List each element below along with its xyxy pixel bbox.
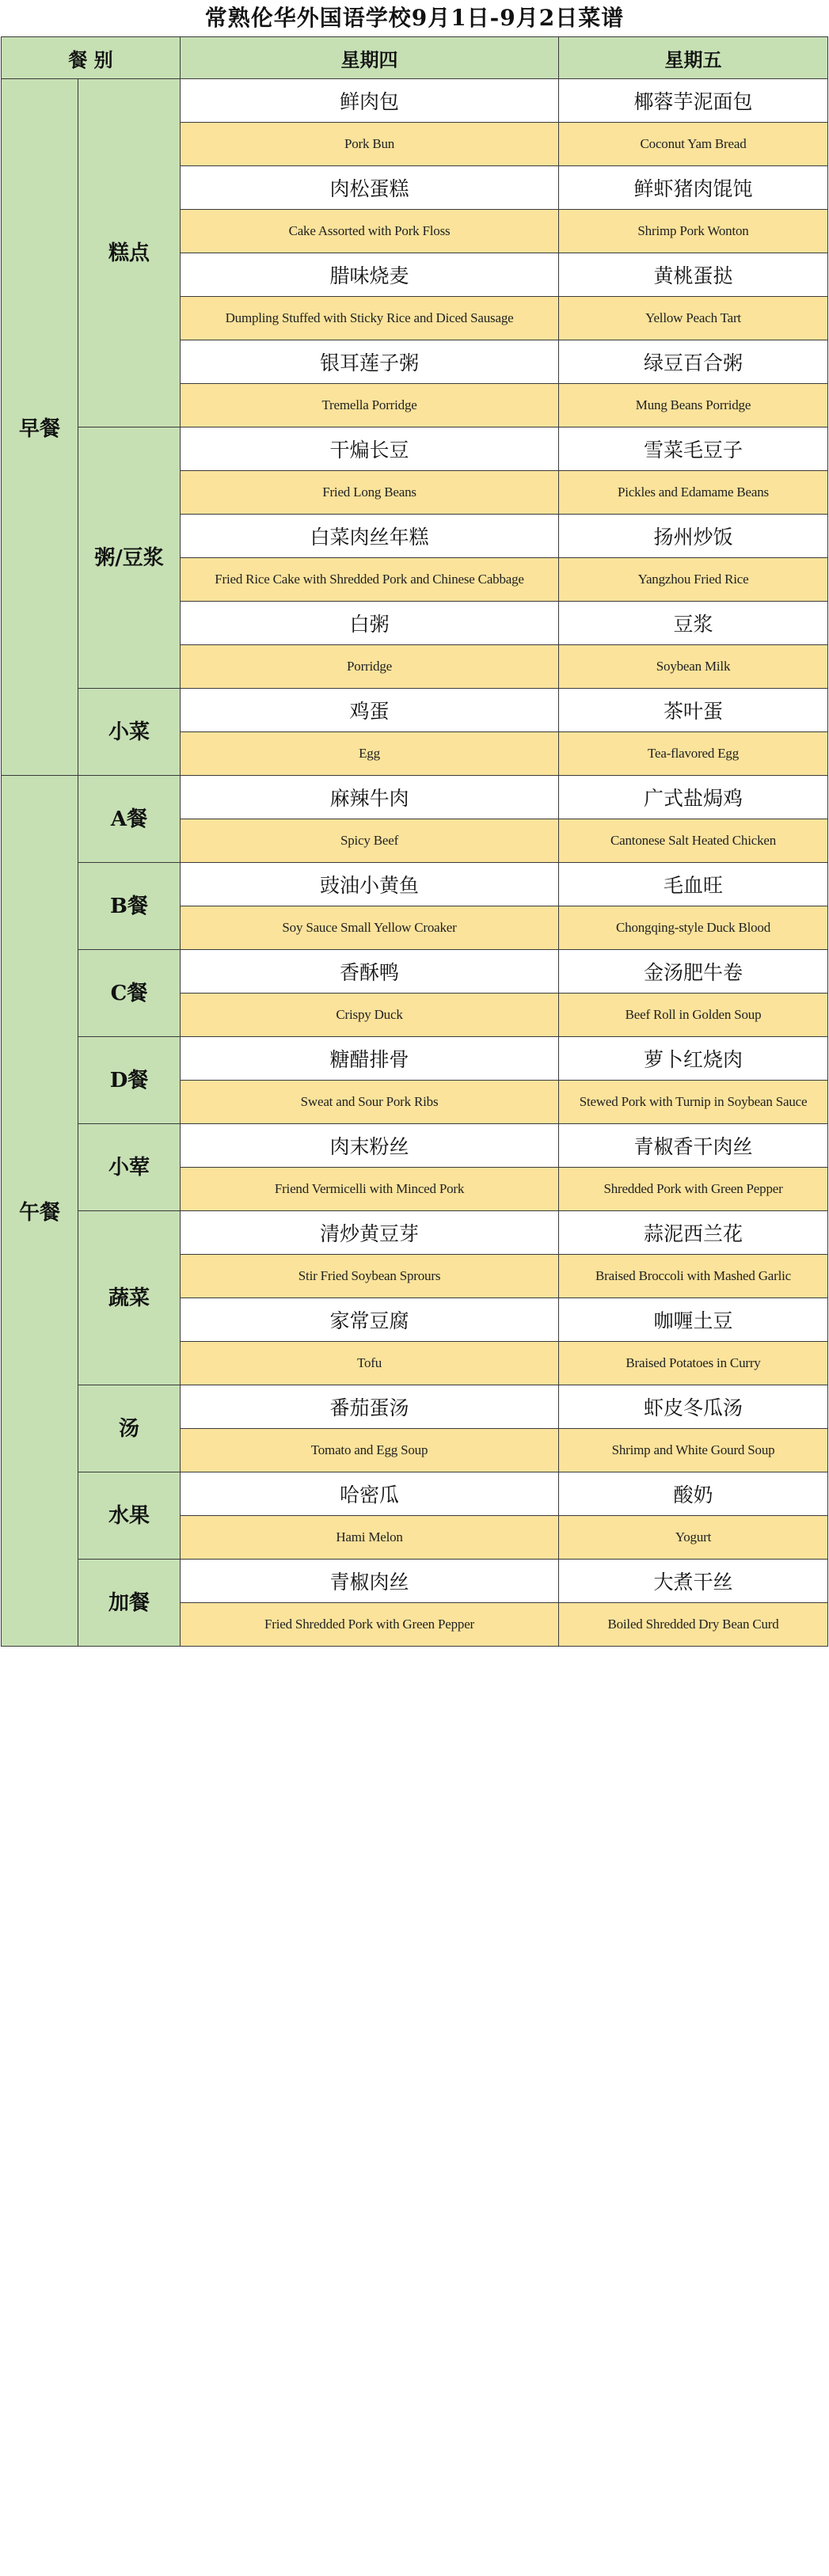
category-label: 水果 <box>78 1472 181 1560</box>
dish-name-en-friday: Braised Broccoli with Mashed Garlic <box>559 1255 828 1298</box>
dish-name-en-thursday: Tremella Porridge <box>181 384 559 427</box>
dish-name-en-thursday: Friend Vermicelli with Minced Pork <box>181 1168 559 1211</box>
dish-name-zh-thursday: 干煸长豆 <box>181 427 559 471</box>
dish-name-en-friday: Cantonese Salt Heated Chicken <box>559 819 828 863</box>
dish-name-zh-friday: 广式盐焗鸡 <box>559 776 828 819</box>
category-label: B餐 <box>78 863 181 950</box>
dish-name-zh-thursday: 香酥鸭 <box>181 950 559 994</box>
dish-name-en-friday: Boiled Shredded Dry Bean Curd <box>559 1603 828 1647</box>
table-row <box>2 776 828 819</box>
dish-name-en-thursday: Egg <box>181 732 559 776</box>
meal-label-lunch: 午餐 <box>2 776 78 1647</box>
table-row <box>2 1385 828 1429</box>
header-friday: 星期五 <box>559 37 828 79</box>
menu-body <box>2 79 828 1647</box>
dish-name-en-friday: Stewed Pork with Turnip in Soybean Sauce <box>559 1081 828 1124</box>
dish-name-en-thursday: Tofu <box>181 1342 559 1385</box>
dish-name-zh-thursday: 白菜肉丝年糕 <box>181 515 559 558</box>
dish-name-zh-friday: 椰蓉芋泥面包 <box>559 79 828 123</box>
dish-name-en-thursday: Tomato and Egg Soup <box>181 1429 559 1472</box>
dish-name-en-friday: Coconut Yam Bread <box>559 123 828 166</box>
dish-name-zh-friday: 豆浆 <box>559 602 828 645</box>
category-label: 小荤 <box>78 1124 181 1211</box>
dish-name-en-thursday: Fried Shredded Pork with Green Pepper <box>181 1603 559 1647</box>
dish-name-zh-thursday: 鸡蛋 <box>181 689 559 732</box>
table-row <box>2 689 828 732</box>
category-label: 汤 <box>78 1385 181 1472</box>
category-label: 蔬菜 <box>78 1211 181 1385</box>
category-label: 小菜 <box>78 689 181 776</box>
dish-name-zh-friday: 金汤肥牛卷 <box>559 950 828 994</box>
dish-name-zh-thursday: 麻辣牛肉 <box>181 776 559 819</box>
dish-name-en-friday: Yangzhou Fried Rice <box>559 558 828 602</box>
dish-name-en-thursday: Cake Assorted with Pork Floss <box>181 210 559 253</box>
category-label: 加餐 <box>78 1560 181 1647</box>
dish-name-en-friday: Shrimp and White Gourd Soup <box>559 1429 828 1472</box>
table-row <box>2 950 828 994</box>
dish-name-zh-friday: 大煮干丝 <box>559 1560 828 1603</box>
category-label: C餐 <box>78 950 181 1037</box>
header-row <box>2 37 828 79</box>
dish-name-zh-friday: 鲜虾猪肉馄饨 <box>559 166 828 210</box>
dish-name-zh-friday: 扬州炒饭 <box>559 515 828 558</box>
dish-name-en-thursday: Fried Rice Cake with Shredded Pork and Chinese Cabbage <box>181 558 559 602</box>
dish-name-zh-thursday: 银耳莲子粥 <box>181 340 559 384</box>
table-row <box>2 1560 828 1603</box>
dish-name-zh-friday: 青椒香干肉丝 <box>559 1124 828 1168</box>
dish-name-en-friday: Shredded Pork with Green Pepper <box>559 1168 828 1211</box>
dish-name-zh-friday: 蒜泥西兰花 <box>559 1211 828 1255</box>
dish-name-en-friday: Braised Potatoes in Curry <box>559 1342 828 1385</box>
dish-name-zh-friday: 茶叶蛋 <box>559 689 828 732</box>
dish-name-en-thursday: Hami Melon <box>181 1516 559 1560</box>
dish-name-zh-friday: 酸奶 <box>559 1472 828 1516</box>
dish-name-en-thursday: Soy Sauce Small Yellow Croaker <box>181 906 559 950</box>
category-label: D餐 <box>78 1037 181 1124</box>
dish-name-en-thursday: Fried Long Beans <box>181 471 559 515</box>
dish-name-en-friday: Beef Roll in Golden Soup <box>559 994 828 1037</box>
dish-name-zh-thursday: 肉末粉丝 <box>181 1124 559 1168</box>
table-row <box>2 1472 828 1516</box>
dish-name-en-friday: Tea-flavored Egg <box>559 732 828 776</box>
dish-name-zh-friday: 雪菜毛豆子 <box>559 427 828 471</box>
category-label: 糕点 <box>78 79 181 427</box>
dish-name-en-thursday: Dumpling Stuffed with Sticky Rice and Diced Sausage <box>181 297 559 340</box>
dish-name-en-friday: Yogurt <box>559 1516 828 1560</box>
table-row <box>2 863 828 906</box>
dish-name-zh-thursday: 清炒黄豆芽 <box>181 1211 559 1255</box>
dish-name-en-thursday: Stir Fried Soybean Sprours <box>181 1255 559 1298</box>
table-row <box>2 79 828 123</box>
dish-name-zh-thursday: 豉油小黄鱼 <box>181 863 559 906</box>
category-label: 粥/豆浆 <box>78 427 181 689</box>
dish-name-en-thursday: Pork Bun <box>181 123 559 166</box>
table-row <box>2 1124 828 1168</box>
category-label: A餐 <box>78 776 181 863</box>
table-row <box>2 1037 828 1081</box>
dish-name-en-friday: Pickles and Edamame Beans <box>559 471 828 515</box>
dish-name-zh-friday: 黄桃蛋挞 <box>559 253 828 297</box>
dish-name-en-friday: Soybean Milk <box>559 645 828 689</box>
dish-name-en-thursday: Spicy Beef <box>181 819 559 863</box>
dish-name-zh-thursday: 青椒肉丝 <box>181 1560 559 1603</box>
dish-name-en-thursday: Crispy Duck <box>181 994 559 1037</box>
dish-name-zh-thursday: 肉松蛋糕 <box>181 166 559 210</box>
dish-name-zh-friday: 咖喱土豆 <box>559 1298 828 1342</box>
dish-name-zh-friday: 萝卜红烧肉 <box>559 1037 828 1081</box>
dish-name-en-friday: Chongqing-style Duck Blood <box>559 906 828 950</box>
dish-name-zh-friday: 绿豆百合粥 <box>559 340 828 384</box>
dish-name-en-thursday: Sweat and Sour Pork Ribs <box>181 1081 559 1124</box>
dish-name-zh-thursday: 白粥 <box>181 602 559 645</box>
dish-name-zh-thursday: 家常豆腐 <box>181 1298 559 1342</box>
dish-name-zh-thursday: 鲜肉包 <box>181 79 559 123</box>
menu-table <box>1 36 828 1647</box>
dish-name-en-friday: Mung Beans Porridge <box>559 384 828 427</box>
dish-name-en-friday: Shrimp Pork Wonton <box>559 210 828 253</box>
page-title: 常熟伦华外国语学校9月1日-9月2日菜谱 <box>204 5 625 31</box>
header-thursday: 星期四 <box>181 37 559 79</box>
dish-name-zh-thursday: 番茄蛋汤 <box>181 1385 559 1429</box>
table-row <box>2 427 828 471</box>
dish-name-en-friday: Yellow Peach Tart <box>559 297 828 340</box>
dish-name-zh-thursday: 糖醋排骨 <box>181 1037 559 1081</box>
dish-name-zh-friday: 毛血旺 <box>559 863 828 906</box>
dish-name-zh-thursday: 腊味烧麦 <box>181 253 559 297</box>
dish-name-zh-thursday: 哈密瓜 <box>181 1472 559 1516</box>
dish-name-en-thursday: Porridge <box>181 645 559 689</box>
table-row <box>2 1211 828 1255</box>
meal-label-breakfast: 早餐 <box>2 79 78 776</box>
header-meal-type: 餐 别 <box>2 37 181 79</box>
dish-name-zh-friday: 虾皮冬瓜汤 <box>559 1385 828 1429</box>
